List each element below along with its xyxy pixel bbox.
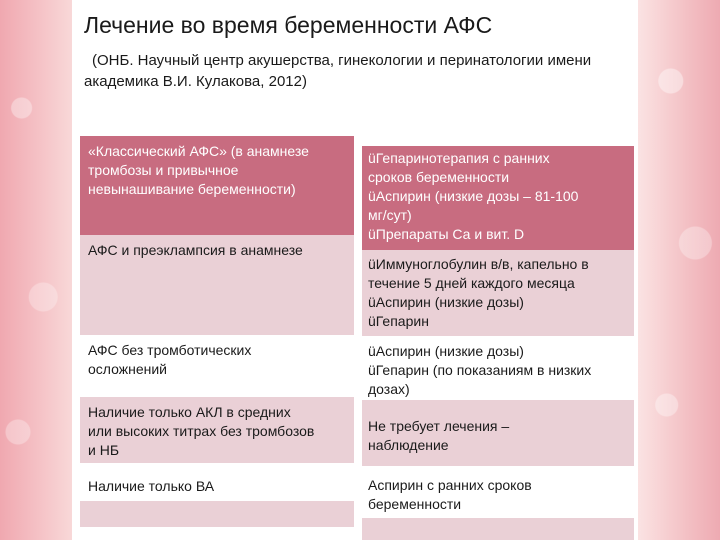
- slide-subtitle: [84, 50, 634, 92]
- table-cell-treatment-classic-afs: üГепаринотерапия с ранних сроков беременности üАспирин (низкие дозы – 81-100 мг/сут) üПрепараты Са и вит. D: [362, 146, 634, 250]
- table-cell-condition-preeclampsia: АФС и преэклампсия в анамнезе: [80, 235, 354, 335]
- table-cell-empty: [80, 501, 354, 527]
- slide-title: Лечение во время беременности АФС: [84, 12, 493, 38]
- table-cell-condition-no-thrombosis: АФС без тромботических осложнений: [80, 335, 354, 397]
- background-left-floral: [0, 0, 72, 540]
- table-cell-treatment-akl-only: Не требует лечения – наблюдение: [362, 400, 634, 466]
- table-cell-condition-classic-afs: «Классический АФС» (в анамнезе тромбозы и привычное невынашивание беременности): [80, 136, 354, 235]
- table-cell-condition-akl-only: Наличие только АКЛ в средних или высоких титрах без тромбозов и НБ: [80, 397, 354, 463]
- table-cell-treatment-preeclampsia: üИммуноглобулин в/в, капельно в течение 5 дней каждого месяца üАспирин (низкие дозы) üГепарин: [362, 250, 634, 336]
- table-cell-condition-va-only: Наличие только ВА: [80, 463, 354, 501]
- background-right-floral: [638, 0, 720, 540]
- table-cell-treatment-va-only: Аспирин с ранних сроков беременности: [362, 466, 634, 518]
- table-cell-treatment-no-thrombosis: üАспирин (низкие дозы) üГепарин (по показаниям в низких дозах): [362, 336, 634, 400]
- subtitle-line: (ОНБ. Научный центр акушерства, гинекологии и перинатологии имени: [92, 52, 592, 69]
- subtitle-line: академика В.И. Кулакова, 2012): [84, 73, 307, 90]
- table-cell-empty: [362, 518, 634, 540]
